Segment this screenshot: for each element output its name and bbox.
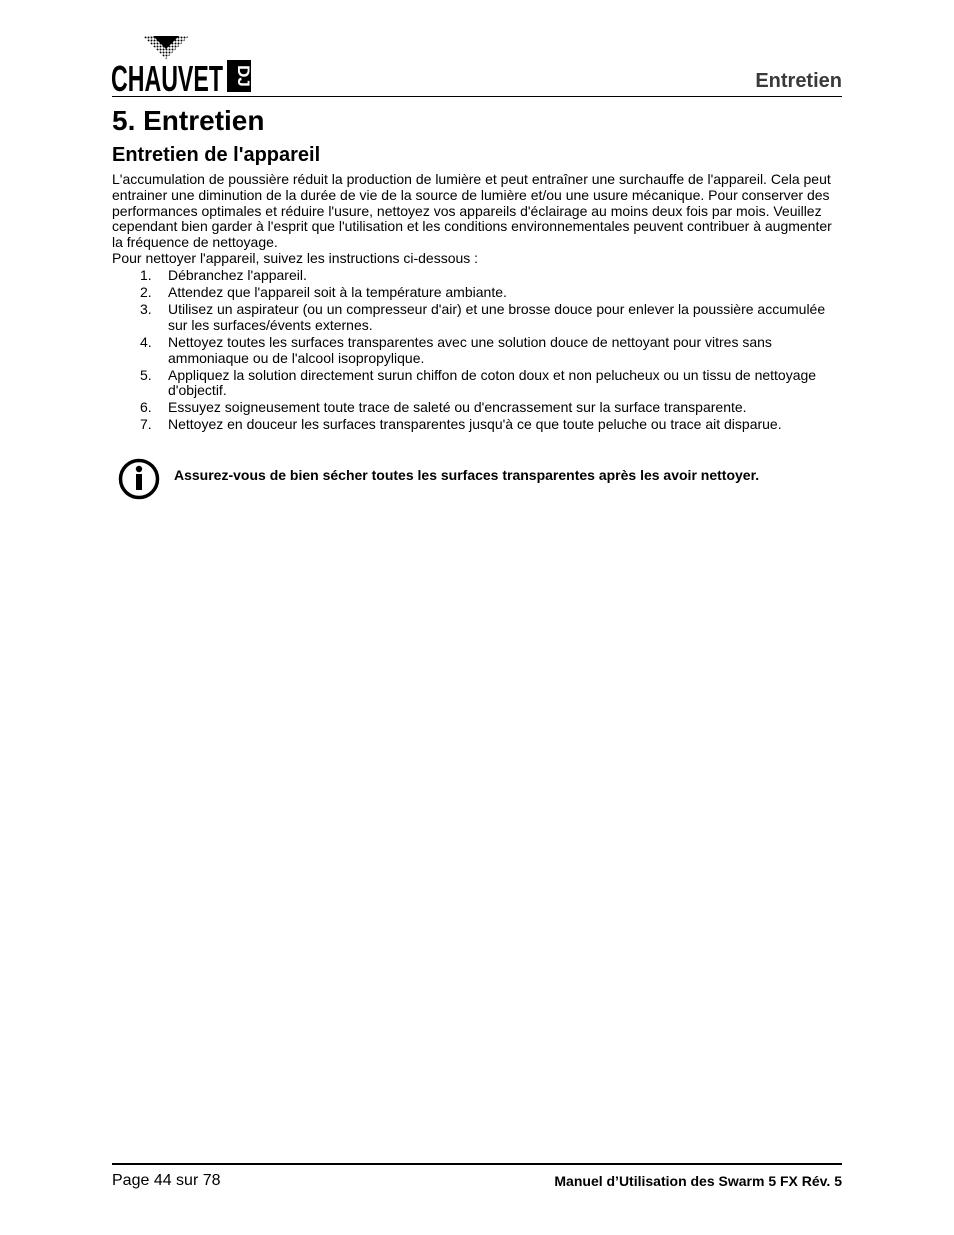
info-icon (118, 458, 160, 500)
header-section-title: Entretien (755, 70, 842, 92)
step-number: 5. (140, 366, 152, 383)
intro-text (112, 172, 842, 267)
step-number: 7. (140, 416, 152, 433)
list-item (112, 268, 842, 284)
manual-title: Manuel d’Utilisation des Swarm 5 FX Rév. 5 (554, 1173, 842, 1189)
header-divider (112, 96, 842, 97)
page-title: 5. Entretien (112, 105, 265, 136)
svg-text:DJ: DJ (234, 65, 253, 87)
step-text: Essuyez soigneusement toute trace de saleté ou d'encrassement sur la surface transparente. (168, 399, 747, 416)
step-number: 1. (140, 267, 152, 283)
list-item (112, 400, 842, 416)
svg-text:CHAUVET: CHAUVET (111, 58, 223, 95)
step-text: Utilisez un aspirateur (ou un compresseur d'air) et une brosse douce pour enlever la poussière accumulée sur les surfaces/évents externes. (168, 300, 826, 333)
step-text: Appliquez la solution directement surun chiffon de coton doux et non pelucheux ou un tissu de nettoyage d'objectif. (168, 366, 817, 399)
step-text: Attendez que l'appareil soit à la température ambiante. (168, 283, 507, 300)
intro-lead: Pour nettoyer l'appareil, suivez les instructions ci-dessous : (112, 249, 479, 266)
step-number: 3. (140, 300, 152, 317)
page-number: Page 44 sur 78 (112, 1172, 221, 1189)
step-number: 2. (140, 283, 152, 300)
step-number: 6. (140, 399, 152, 416)
list-item (112, 335, 842, 367)
list-item (112, 417, 842, 433)
step-text: Débranchez l'appareil. (168, 267, 307, 283)
list-item (112, 368, 842, 400)
intro-paragraph: L'accumulation de poussière réduit la production de lumière et peut entraîner une surchauffe de l'appareil. Cela peut entrainer une diminution de la durée de vie de la source de lumière et/ou une usure mécanique. Pour conserver des performances optimales et réduire l'usure, nettoyez vos appareils d'éclairage au moins deux fois par mois. Veuillez cependant bien garder à l'esprit que l'utilisation et les conditions environnementales peuvent contribuer à augmenter la fréquence de nettoyage. (112, 171, 832, 251)
list-item (112, 285, 842, 301)
step-text: Nettoyez en douceur les surfaces transparentes jusqu'à ce que toute peluche ou trace ait disparue. (168, 416, 782, 433)
cleaning-steps-list (112, 268, 842, 434)
section-heading: Entretien de l'appareil (112, 144, 321, 166)
step-text: Nettoyez toutes les surfaces transparentes avec une solution douce de nettoyant pour vitres sans ammoniaque ou de l'alcool isopropylique. (168, 333, 772, 366)
list-item (112, 302, 842, 334)
note-text: Assurez-vous de bien sécher toutes les surfaces transparentes après les avoir nettoyer. (174, 467, 760, 483)
chauvet-dj-logo (111, 33, 253, 95)
step-number: 4. (140, 333, 152, 350)
footer-divider (112, 1163, 842, 1165)
